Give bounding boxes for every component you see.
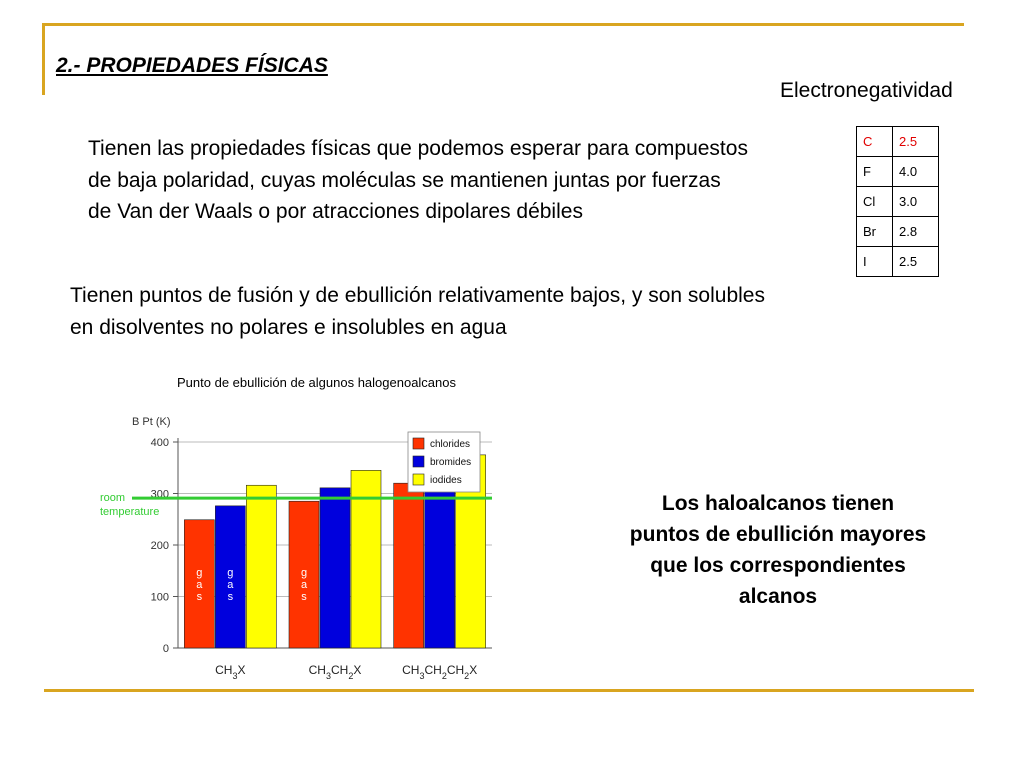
left-rule	[42, 23, 45, 95]
electronegativity-title: Electronegatividad	[780, 79, 953, 102]
room-temperature-label: temperature	[100, 506, 160, 519]
element-cell: F	[857, 157, 893, 187]
y-tick-label: 200	[150, 540, 169, 552]
legend-label: iodides	[430, 475, 462, 486]
electronegativity-value-cell: 2.5	[893, 247, 939, 277]
legend-swatch	[413, 438, 424, 449]
y-tick-label: 300	[150, 488, 169, 501]
melting-boiling-paragraph: Tienen puntos de fusión y de ebullición relativamente bajos, y son solubles en disolventes no polares e insolubles en agua	[70, 284, 765, 339]
legend-swatch	[413, 474, 424, 485]
bar-chlorides	[394, 483, 424, 648]
bar-iodides	[246, 485, 276, 648]
legend-label: chlorides	[430, 439, 471, 450]
electronegativity-row	[857, 217, 939, 247]
gas-annotation: g a s	[196, 567, 203, 603]
properties-paragraph: Tienen las propiedades físicas que podemos esperar para compuestos de baja polaridad, cuyas moléculas se mantienen juntas por fuerzas de Van der Waals o por atracciones dipolares débiles	[88, 137, 748, 223]
electronegativity-table	[856, 126, 939, 277]
element-cell: I	[857, 247, 893, 277]
bar-bromides	[320, 488, 350, 648]
electronegativity-value-cell: 4.0	[893, 157, 939, 187]
element-cell: Br	[857, 217, 893, 247]
electronegativity-row	[857, 247, 939, 277]
electronegativity-value-cell: 2.8	[893, 217, 939, 247]
y-tick-label: 400	[150, 437, 169, 449]
slide-title: 2.- PROPIEDADES FÍSICAS	[56, 54, 328, 77]
conclusion-text: Los haloalcanos tienen puntos de ebullición mayores que los correspondientes alcanos	[629, 492, 927, 608]
x-category-label: $CH_3X$	[215, 663, 246, 681]
x-category-label: $CH_3CH_2X$	[308, 663, 362, 681]
y-axis-label: B Pt (K)	[132, 416, 171, 428]
electronegativity-row	[857, 187, 939, 217]
x-category-label: $CH_3CH_2CH_2X$	[402, 663, 478, 681]
legend-label: bromides	[430, 457, 472, 468]
y-tick-label: 0	[162, 643, 169, 655]
y-tick-label: 100	[150, 591, 169, 604]
room-temperature-label: room	[100, 492, 126, 505]
electronegativity-value-cell: 3.0	[893, 187, 939, 217]
electronegativity-value-cell: 2.5	[893, 127, 939, 157]
gas-annotation: g a s	[227, 567, 234, 603]
top-rule	[44, 23, 964, 26]
legend-swatch	[413, 456, 424, 467]
electronegativity-row	[857, 157, 939, 187]
chart-caption: Punto de ebullición de algunos halogenoalcanos	[177, 375, 456, 390]
element-cell: Cl	[857, 187, 893, 217]
boiling-point-chart	[90, 410, 510, 685]
electronegativity-row	[857, 127, 939, 157]
bottom-rule	[44, 689, 974, 692]
gas-annotation: g a s	[300, 567, 308, 603]
element-cell: C	[857, 127, 893, 157]
